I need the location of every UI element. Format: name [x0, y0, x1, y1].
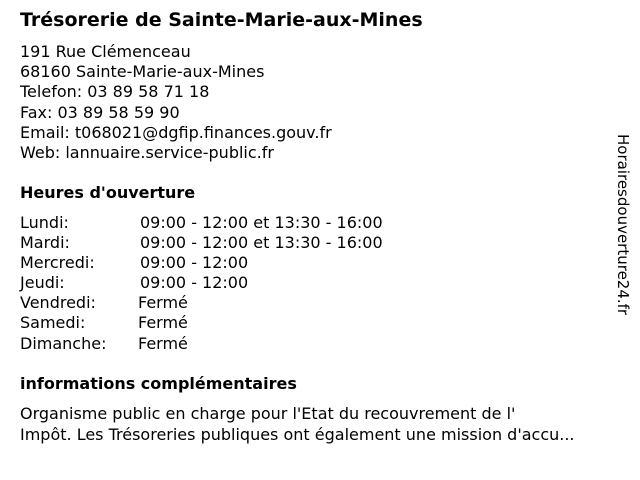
contact-block	[20, 42, 332, 163]
day-label: Samedi:	[20, 313, 86, 333]
fax-number: Fax: 03 89 58 59 90	[20, 102, 180, 122]
day-hours: 09:00 - 12:00 et 13:30 - 16:00	[140, 213, 383, 232]
day-label: Vendredi:	[20, 293, 96, 313]
street-address: 191 Rue Clémenceau	[20, 42, 191, 61]
info-line: Impôt. Les Trésoreries publiques ont également une mission d'accu...	[20, 425, 575, 444]
email-address: Email: t068021@dgfip.finances.gouv.fr	[20, 122, 332, 142]
website-link: Web: lannuaire.service-public.fr	[20, 143, 274, 163]
city-address: 68160 Sainte-Marie-aux-Mines	[20, 62, 265, 82]
site-watermark: Horairesdouverture24.fr	[614, 134, 632, 316]
additional-info-heading: informations complémentaires	[20, 374, 297, 393]
day-hours: 09:00 - 12:00 et 13:30 - 16:00	[140, 233, 383, 253]
day-hours: Fermé	[138, 293, 188, 313]
page-title: Trésorerie de Sainte-Marie-aux-Mines	[20, 9, 423, 31]
day-label: Jeudi:	[20, 273, 65, 293]
day-label: Mardi:	[20, 233, 70, 253]
day-label: Mercredi:	[20, 253, 95, 273]
day-label: Lundi:	[20, 213, 69, 232]
day-label: Dimanche:	[20, 333, 107, 353]
additional-info-text	[20, 403, 575, 445]
day-hours: Fermé	[138, 333, 188, 353]
day-hours: 09:00 - 12:00	[140, 253, 249, 273]
info-line: Organisme public en charge pour l'Etat du recouvrement de l'	[20, 404, 516, 423]
phone-number: Telefon: 03 89 58 71 18	[20, 82, 210, 102]
day-hours: Fermé	[138, 313, 188, 333]
day-hours: 09:00 - 12:00	[140, 273, 249, 293]
opening-hours-heading: Heures d'ouverture	[20, 183, 196, 202]
